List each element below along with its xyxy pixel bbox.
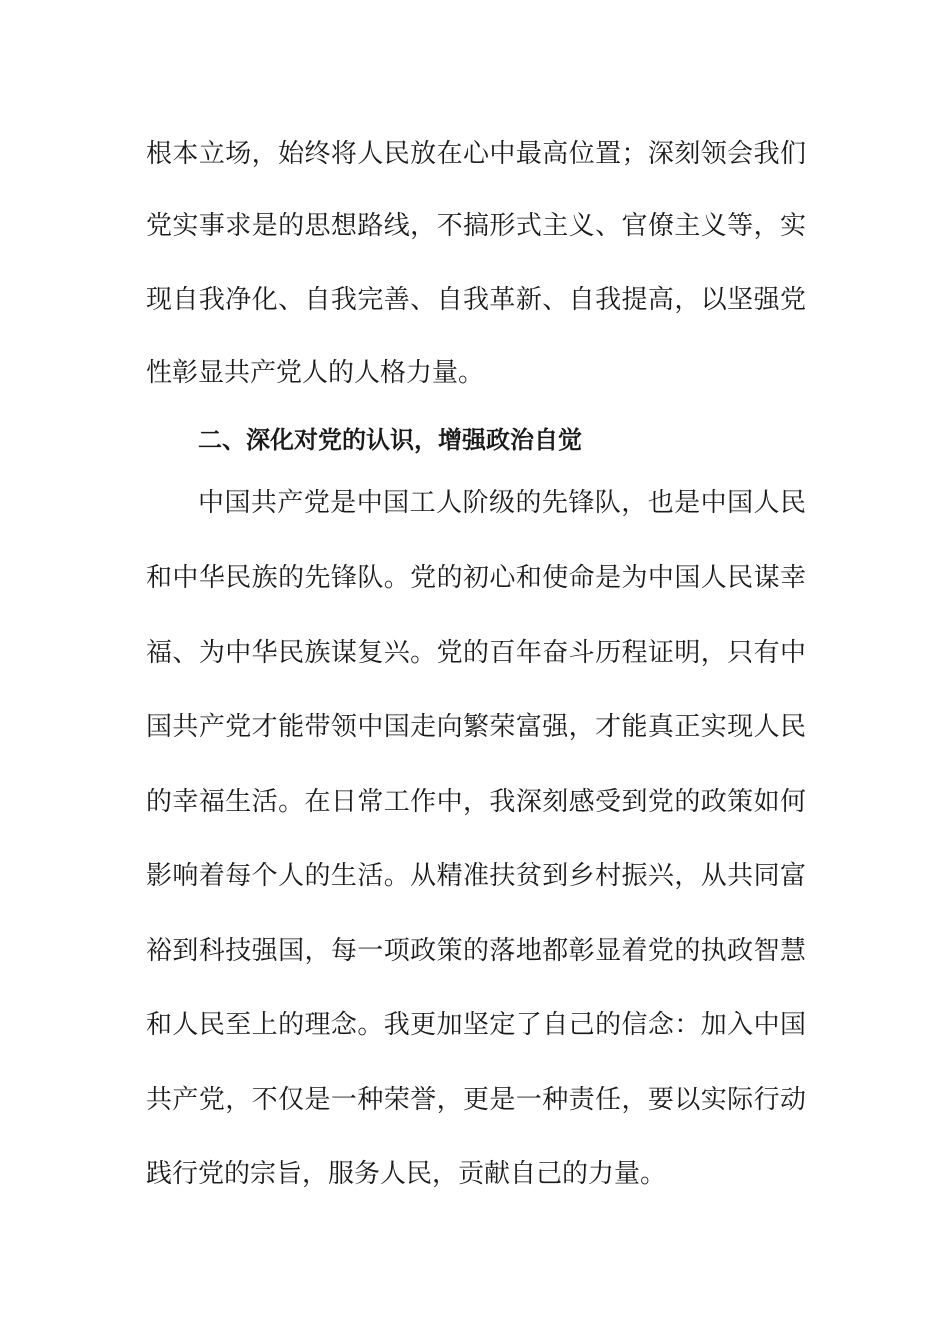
paragraph-2-line-4: 国共产党才能带领中国走向繁荣富强，才能真正实现人民 <box>146 712 806 742</box>
paragraph-2-line-3: 福、为中华民族谋复兴。党的百年奋斗历程证明，只有中 <box>146 638 806 668</box>
paragraph-2-line-1: 中国共产党是中国工人阶级的先锋队，也是中国人民 <box>198 488 806 518</box>
section-heading: 二、深化对党的认识，增强政治自觉 <box>198 426 582 454</box>
paragraph-2-line-2: 和中华民族的先锋队。党的初心和使命是为中国人民谋幸 <box>146 563 806 593</box>
paragraph-1-line-2: 党实事求是的思想路线，不搞形式主义、官僚主义等，实 <box>146 211 806 241</box>
paragraph-1-line-4: 性彰显共产党人的人格力量。 <box>146 358 485 388</box>
paragraph-2-line-7: 裕到科技强国，每一项政策的落地都彰显着党的执政智慧 <box>146 936 806 966</box>
paragraph-1-line-1: 根本立场，始终将人民放在心中最高位置；深刻领会我们 <box>146 139 806 169</box>
paragraph-1-line-3: 现自我净化、自我完善、自我革新、自我提高，以坚强党 <box>146 285 806 315</box>
paragraph-2-line-8: 和人民至上的理念。我更加坚定了自己的信念：加入中国 <box>146 1010 806 1040</box>
paragraph-2-line-6: 影响着每个人的生活。从精准扶贫到乡村振兴，从共同富 <box>146 861 806 891</box>
paragraph-2-line-9: 共产党，不仅是一种荣誉，更是一种责任，要以实际行动 <box>146 1085 806 1115</box>
paragraph-2-line-10: 践行党的宗旨，服务人民，贡献自己的力量。 <box>146 1159 667 1189</box>
paragraph-2-line-5: 的幸福生活。在日常工作中，我深刻感受到党的政策如何 <box>146 787 806 817</box>
